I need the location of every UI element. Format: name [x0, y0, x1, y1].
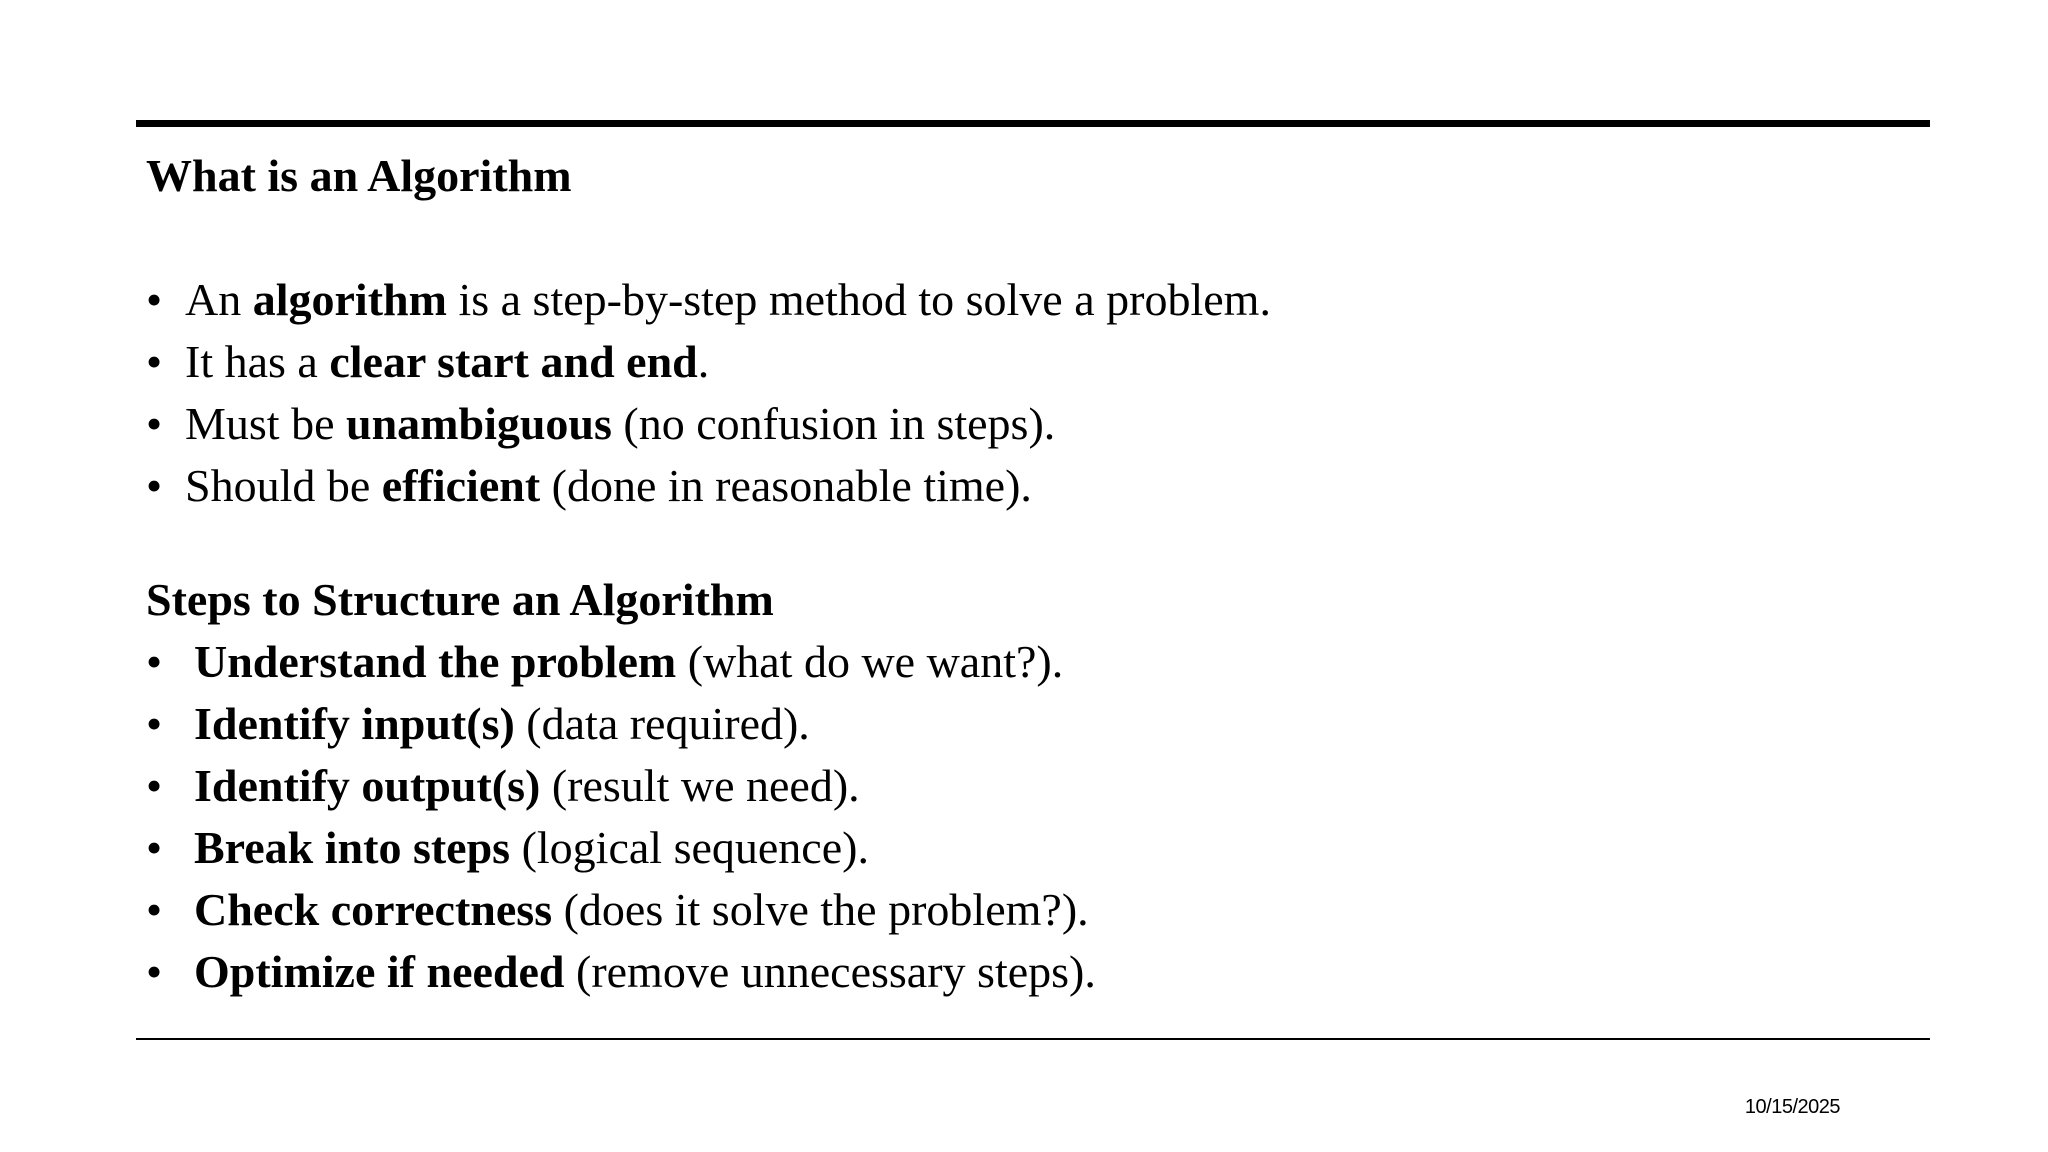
section-heading-steps: Steps to Structure an Algorithm: [146, 574, 774, 625]
bullet-icon: •: [146, 884, 163, 935]
list-item: • Should be efficient (done in reasonable time).: [146, 455, 1906, 517]
list-item: • Understand the problem (what do we want?).: [146, 631, 1906, 693]
list-item: • Optimize if needed (remove unnecessary steps).: [146, 941, 1906, 1003]
definition-bullet-list: [146, 269, 1906, 517]
bullet-icon: •: [146, 274, 163, 325]
bullet-icon: •: [146, 336, 163, 387]
bullet-icon: •: [146, 698, 163, 749]
list-item: • An algorithm is a step-by-step method to solve a problem.: [146, 269, 1906, 331]
list-item: • Check correctness (does it solve the problem?).: [146, 879, 1906, 941]
section-heading-what-is-algorithm: What is an Algorithm: [146, 150, 572, 201]
bullet-icon: •: [146, 822, 163, 873]
list-item: • Must be unambiguous (no confusion in steps).: [146, 393, 1906, 455]
bullet-icon: •: [146, 636, 163, 687]
footer-date: 10/15/2025: [1744, 1096, 1840, 1118]
bullet-icon: •: [146, 460, 163, 511]
slide-content: [146, 145, 1906, 1003]
steps-bullet-list: [146, 631, 1906, 1003]
bullet-icon: •: [146, 946, 163, 997]
list-item: • Identify output(s) (result we need).: [146, 755, 1906, 817]
list-item: • Break into steps (logical sequence).: [146, 817, 1906, 879]
title-divider-top: [136, 120, 1930, 127]
list-item: • It has a clear start and end.: [146, 331, 1906, 393]
bullet-icon: •: [146, 760, 163, 811]
footer-divider: [136, 1038, 1930, 1040]
bullet-icon: •: [146, 398, 163, 449]
list-item: • Identify input(s) (data required).: [146, 693, 1906, 755]
